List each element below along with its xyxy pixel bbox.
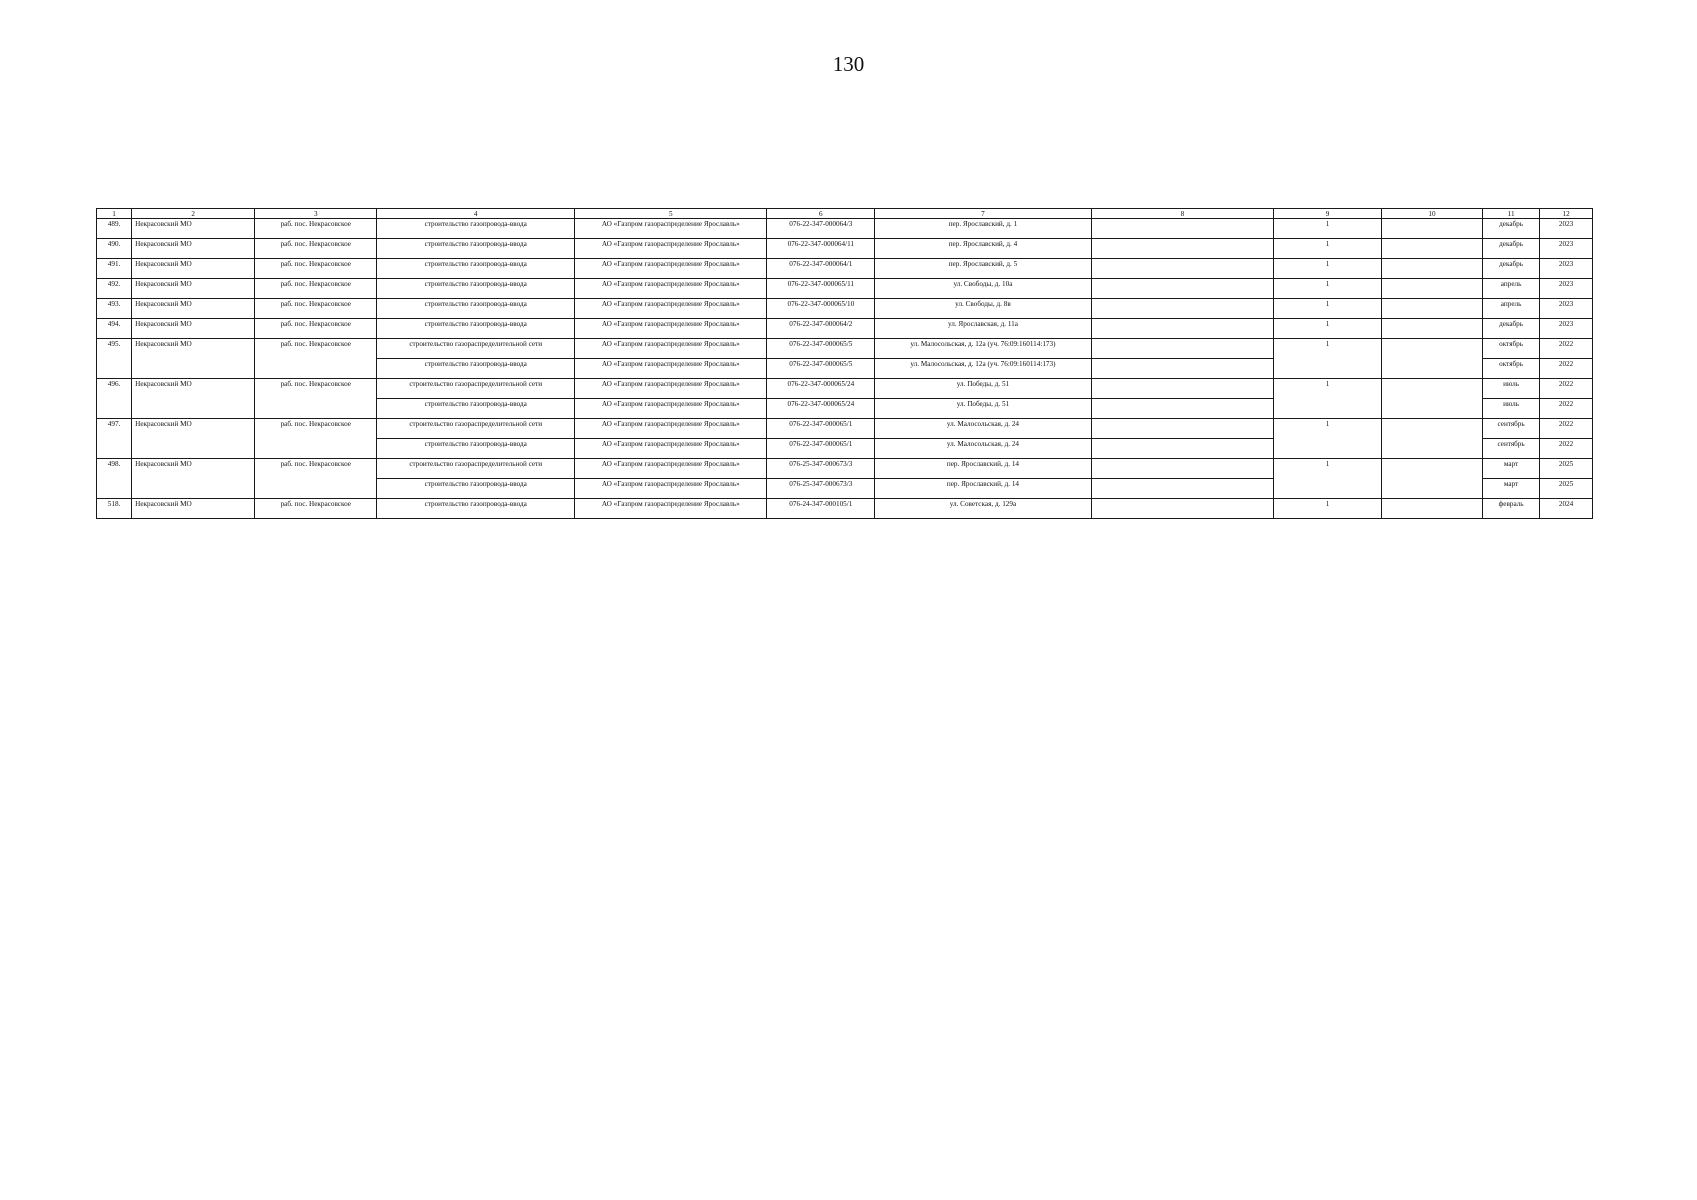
month: декабрь	[1483, 219, 1540, 239]
project-code: 076-22-347-000064/2	[767, 319, 875, 339]
col-10	[1381, 339, 1482, 359]
col-num: 12	[1540, 209, 1593, 219]
col-num: 6	[767, 209, 875, 219]
table-row	[97, 319, 1593, 339]
col-9-value: 1	[1274, 319, 1382, 339]
settlement: раб. пос. Некрасовское	[255, 419, 377, 439]
col-10	[1381, 459, 1482, 479]
table-row	[97, 339, 1593, 359]
address: пер. Ярославский, д. 14	[875, 459, 1092, 479]
organization: АО «Газпром газораспределение Ярославль»	[575, 379, 767, 399]
year: 2022	[1540, 359, 1593, 379]
settlement: раб. пос. Некрасовское	[255, 219, 377, 239]
col-10	[1381, 239, 1482, 259]
organization: АО «Газпром газораспределение Ярославль»	[575, 239, 767, 259]
year: 2023	[1540, 219, 1593, 239]
project-code: 076-22-347-000065/1	[767, 439, 875, 459]
municipality: Некрасовский МО	[132, 339, 255, 359]
settlement: раб. пос. Некрасовское	[255, 459, 377, 479]
work-type: строительство газопровода-ввода	[377, 259, 575, 279]
settlement: раб. пос. Некрасовское	[255, 319, 377, 339]
year: 2023	[1540, 239, 1593, 259]
col-8	[1091, 479, 1273, 499]
year: 2022	[1540, 399, 1593, 419]
row-number: 491.	[97, 259, 132, 279]
row-number: 492.	[97, 279, 132, 299]
work-type: строительство газопровода-ввода	[377, 499, 575, 519]
col-num: 11	[1483, 209, 1540, 219]
year: 2022	[1540, 419, 1593, 439]
month: июль	[1483, 379, 1540, 399]
col-num: 8	[1091, 209, 1273, 219]
row-number: 495.	[97, 339, 132, 359]
col-9-value: 1	[1274, 459, 1382, 479]
col-10	[1381, 219, 1482, 239]
row-number: 493.	[97, 299, 132, 319]
project-code: 076-22-347-000065/10	[767, 299, 875, 319]
col-9-value: 1	[1274, 419, 1382, 439]
col-9-value	[1274, 439, 1382, 459]
col-9-value: 1	[1274, 239, 1382, 259]
col-9-value: 1	[1274, 339, 1382, 359]
month: октябрь	[1483, 359, 1540, 379]
col-9-value	[1274, 479, 1382, 499]
work-type: строительство газораспределительной сети	[377, 459, 575, 479]
municipality	[132, 399, 255, 419]
col-8	[1091, 359, 1273, 379]
col-8	[1091, 339, 1273, 359]
col-10	[1381, 379, 1482, 399]
address: пер. Ярославский, д. 14	[875, 479, 1092, 499]
col-num: 5	[575, 209, 767, 219]
col-10	[1381, 439, 1482, 459]
municipality	[132, 359, 255, 379]
month: декабрь	[1483, 319, 1540, 339]
table-row	[97, 239, 1593, 259]
row-number: 518.	[97, 499, 132, 519]
municipality: Некрасовский МО	[132, 459, 255, 479]
organization: АО «Газпром газораспределение Ярославль»	[575, 219, 767, 239]
col-9-value: 1	[1274, 219, 1382, 239]
year: 2023	[1540, 319, 1593, 339]
month: март	[1483, 479, 1540, 499]
project-code: 076-22-347-000065/24	[767, 399, 875, 419]
work-type: строительство газораспределительной сети	[377, 419, 575, 439]
month: февраль	[1483, 499, 1540, 519]
address: ул. Малосольская, д. 24	[875, 419, 1092, 439]
organization: АО «Газпром газораспределение Ярославль»	[575, 399, 767, 419]
col-9-value: 1	[1274, 499, 1382, 519]
settlement: раб. пос. Некрасовское	[255, 499, 377, 519]
month: апрель	[1483, 279, 1540, 299]
project-code: 076-22-347-000065/5	[767, 339, 875, 359]
year: 2024	[1540, 499, 1593, 519]
settlement	[255, 479, 377, 499]
work-type: строительство газопровода-ввода	[377, 219, 575, 239]
col-8	[1091, 219, 1273, 239]
table-row	[97, 219, 1593, 239]
year: 2022	[1540, 379, 1593, 399]
work-type: строительство газопровода-ввода	[377, 299, 575, 319]
organization: АО «Газпром газораспределение Ярославль»	[575, 419, 767, 439]
row-number	[97, 439, 132, 459]
col-8	[1091, 239, 1273, 259]
col-9-value: 1	[1274, 259, 1382, 279]
project-code: 076-22-347-000065/24	[767, 379, 875, 399]
organization: АО «Газпром газораспределение Ярославль»	[575, 339, 767, 359]
work-type: строительство газопровода-ввода	[377, 359, 575, 379]
table-row	[97, 439, 1593, 459]
row-number: 494.	[97, 319, 132, 339]
organization: АО «Газпром газораспределение Ярославль»	[575, 459, 767, 479]
row-number: 497.	[97, 419, 132, 439]
page-number: 130	[832, 52, 865, 76]
project-code: 076-25-347-000673/3	[767, 479, 875, 499]
settlement	[255, 439, 377, 459]
address: пер. Ярославский, д. 4	[875, 239, 1092, 259]
municipality: Некрасовский МО	[132, 239, 255, 259]
year: 2022	[1540, 339, 1593, 359]
settlement: раб. пос. Некрасовское	[255, 279, 377, 299]
project-code: 076-22-347-000064/1	[767, 259, 875, 279]
col-10	[1381, 319, 1482, 339]
settlement: раб. пос. Некрасовское	[255, 339, 377, 359]
settlement	[255, 359, 377, 379]
col-10	[1381, 479, 1482, 499]
col-num: 10	[1381, 209, 1482, 219]
settlement: раб. пос. Некрасовское	[255, 299, 377, 319]
address: ул. Ярославская, д. 11а	[875, 319, 1092, 339]
month: март	[1483, 459, 1540, 479]
address: ул. Победы, д. 51	[875, 399, 1092, 419]
column-number-row	[97, 209, 1593, 219]
address: ул. Свободы, д. 8в	[875, 299, 1092, 319]
address: ул. Свободы, д. 10а	[875, 279, 1092, 299]
col-9-value: 1	[1274, 299, 1382, 319]
col-num: 3	[255, 209, 377, 219]
col-8	[1091, 439, 1273, 459]
col-10	[1381, 359, 1482, 379]
address: ул. Малосольская, д. 12а (уч. 76:09:160114:173)	[875, 339, 1092, 359]
project-code: 076-25-347-000673/3	[767, 459, 875, 479]
year: 2025	[1540, 459, 1593, 479]
row-number	[97, 479, 132, 499]
col-8	[1091, 399, 1273, 419]
table-row	[97, 299, 1593, 319]
table-row	[97, 279, 1593, 299]
municipality: Некрасовский МО	[132, 319, 255, 339]
address: пер. Ярославский, д. 1	[875, 219, 1092, 239]
col-9-value: 1	[1274, 379, 1382, 399]
municipality	[132, 439, 255, 459]
settlement: раб. пос. Некрасовское	[255, 259, 377, 279]
organization: АО «Газпром газораспределение Ярославль»	[575, 499, 767, 519]
month: декабрь	[1483, 239, 1540, 259]
month: октябрь	[1483, 339, 1540, 359]
row-number	[97, 359, 132, 379]
project-code: 076-22-347-000064/11	[767, 239, 875, 259]
col-8	[1091, 379, 1273, 399]
col-9-value: 1	[1274, 279, 1382, 299]
col-8	[1091, 299, 1273, 319]
row-number: 489.	[97, 219, 132, 239]
work-type: строительство газопровода-ввода	[377, 319, 575, 339]
address: пер. Ярославский, д. 5	[875, 259, 1092, 279]
work-type: строительство газопровода-ввода	[377, 399, 575, 419]
work-type: строительство газопровода-ввода	[377, 239, 575, 259]
col-10	[1381, 399, 1482, 419]
register-table	[96, 208, 1593, 519]
col-10	[1381, 299, 1482, 319]
row-number	[97, 399, 132, 419]
municipality: Некрасовский МО	[132, 219, 255, 239]
month: сентябрь	[1483, 419, 1540, 439]
municipality: Некрасовский МО	[132, 259, 255, 279]
table-row	[97, 259, 1593, 279]
col-9-value	[1274, 399, 1382, 419]
municipality	[132, 479, 255, 499]
month: сентябрь	[1483, 439, 1540, 459]
col-8	[1091, 259, 1273, 279]
organization: АО «Газпром газораспределение Ярославль»	[575, 279, 767, 299]
organization: АО «Газпром газораспределение Ярославль»	[575, 319, 767, 339]
col-8	[1091, 499, 1273, 519]
table-row	[97, 379, 1593, 399]
table-row	[97, 479, 1593, 499]
settlement	[255, 399, 377, 419]
table-row	[97, 459, 1593, 479]
settlement: раб. пос. Некрасовское	[255, 379, 377, 399]
col-10	[1381, 279, 1482, 299]
address: ул. Советская, д. 129а	[875, 499, 1092, 519]
municipality: Некрасовский МО	[132, 419, 255, 439]
col-num: 4	[377, 209, 575, 219]
year: 2023	[1540, 279, 1593, 299]
table-row	[97, 399, 1593, 419]
address: ул. Малосольская, д. 24	[875, 439, 1092, 459]
address: ул. Малосольская, д. 12а (уч. 76:09:160114:173)	[875, 359, 1092, 379]
year: 2025	[1540, 479, 1593, 499]
col-num: 1	[97, 209, 132, 219]
col-10	[1381, 259, 1482, 279]
work-type: строительство газопровода-ввода	[377, 279, 575, 299]
row-number: 496.	[97, 379, 132, 399]
row-number: 490.	[97, 239, 132, 259]
organization: АО «Газпром газораспределение Ярославль»	[575, 479, 767, 499]
year: 2023	[1540, 259, 1593, 279]
municipality: Некрасовский МО	[132, 379, 255, 399]
address: ул. Победы, д. 51	[875, 379, 1092, 399]
row-number: 498.	[97, 459, 132, 479]
work-type: строительство газопровода-ввода	[377, 479, 575, 499]
work-type: строительство газораспределительной сети	[377, 339, 575, 359]
project-code: 076-22-347-000065/1	[767, 419, 875, 439]
year: 2022	[1540, 439, 1593, 459]
work-type: строительство газопровода-ввода	[377, 439, 575, 459]
table-row	[97, 359, 1593, 379]
month: июль	[1483, 399, 1540, 419]
work-type: строительство газораспределительной сети	[377, 379, 575, 399]
organization: АО «Газпром газораспределение Ярославль»	[575, 259, 767, 279]
col-8	[1091, 419, 1273, 439]
municipality: Некрасовский МО	[132, 499, 255, 519]
table-row	[97, 499, 1593, 519]
municipality: Некрасовский МО	[132, 299, 255, 319]
col-8	[1091, 279, 1273, 299]
table-row	[97, 419, 1593, 439]
organization: АО «Газпром газораспределение Ярославль»	[575, 299, 767, 319]
organization: АО «Газпром газораспределение Ярославль»	[575, 439, 767, 459]
col-8	[1091, 459, 1273, 479]
organization: АО «Газпром газораспределение Ярославль»	[575, 359, 767, 379]
project-code: 076-24-347-000105/1	[767, 499, 875, 519]
municipality: Некрасовский МО	[132, 279, 255, 299]
month: апрель	[1483, 299, 1540, 319]
project-code: 076-22-347-000064/3	[767, 219, 875, 239]
year: 2023	[1540, 299, 1593, 319]
col-8	[1091, 319, 1273, 339]
col-num: 2	[132, 209, 255, 219]
project-code: 076-22-347-000065/11	[767, 279, 875, 299]
col-10	[1381, 499, 1482, 519]
project-code: 076-22-347-000065/5	[767, 359, 875, 379]
month: декабрь	[1483, 259, 1540, 279]
col-9-value	[1274, 359, 1382, 379]
col-num: 7	[875, 209, 1092, 219]
col-num: 9	[1274, 209, 1382, 219]
col-10	[1381, 419, 1482, 439]
settlement: раб. пос. Некрасовское	[255, 239, 377, 259]
